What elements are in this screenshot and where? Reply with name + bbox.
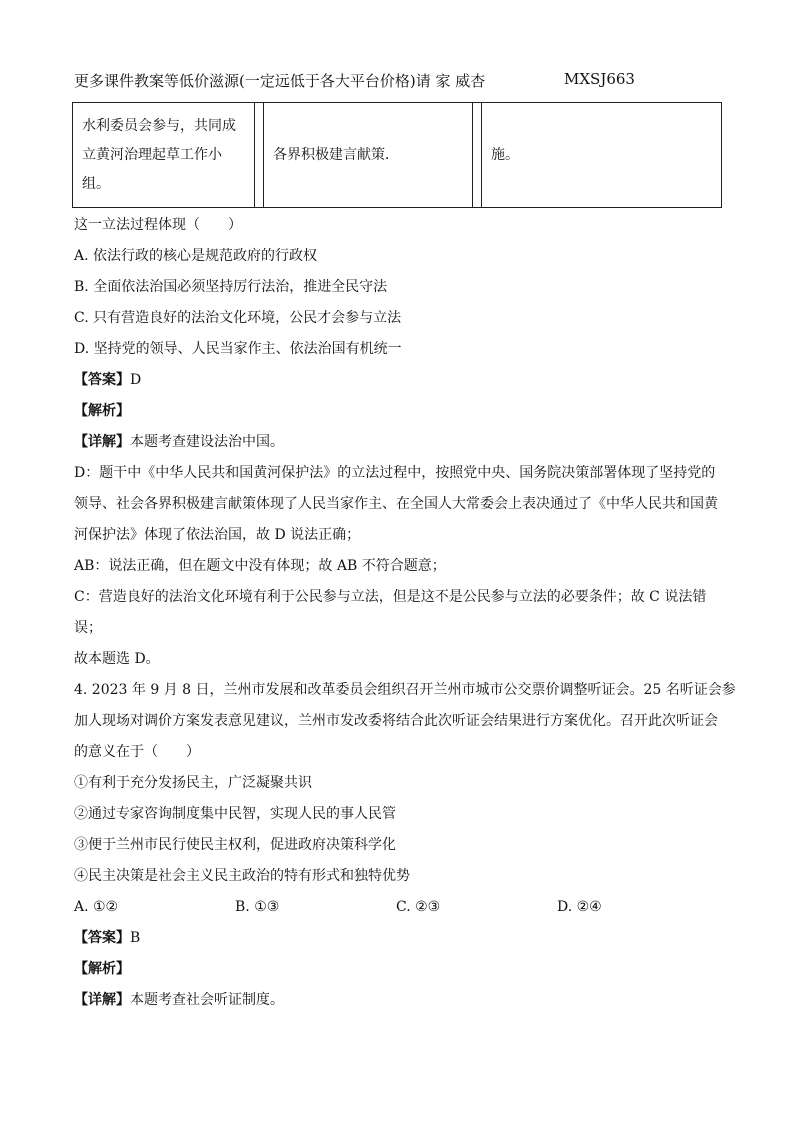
answer-tag: 【答案】: [74, 372, 130, 388]
option-d: D. ②④: [557, 899, 602, 915]
option-c: C. 只有营造良好的法治文化环境，公民才会参与立法: [74, 310, 402, 326]
option-d: D. 坚持党的领导、人民当家作主、依法治国有机统一: [74, 341, 402, 357]
analysis-tag: 【解析】: [74, 403, 130, 419]
analysis-tag: 【解析】: [74, 961, 130, 977]
header-text: 更多课件教案等低价滋源(一定远低于各大平台价格)请 家 威杏: [74, 72, 486, 90]
answer-line: [74, 923, 724, 954]
detail-text: 本题考查社会听证制度。: [130, 992, 284, 1008]
table-row: [72, 102, 722, 208]
answer-value: D: [130, 372, 142, 388]
explain-line: 故本题选 D。: [74, 651, 160, 667]
options-row: [74, 892, 724, 923]
page-header: [74, 70, 734, 91]
answer-value: B: [130, 930, 141, 946]
answer-line: [74, 365, 724, 396]
answer-tag: 【答案】: [74, 930, 130, 946]
question-3: [74, 210, 724, 675]
question-stem: 4. 2023 年 9 月 8 日，兰州市发展和改革委员会组织召开兰州市城市公交票价调整听证会。25 名听证会参: [74, 682, 736, 698]
question-4: [74, 675, 736, 1016]
statement-2: ②通过专家咨询制度集中民智，实现人民的事人民管: [74, 806, 396, 822]
explain-line: D：题干中《中华人民共和国黄河保护法》的立法过程中，按照党中央、国务院决策部署体现了坚持党的: [74, 465, 716, 481]
explain-line: C：营造良好的法治文化环境有利于公民参与立法，但是这不是公民参与立法的必要条件；故 C 说法错: [74, 589, 707, 605]
detail-tag: 【详解】: [74, 434, 130, 450]
table-gap-2: [473, 102, 482, 208]
analysis-line: [74, 954, 724, 985]
statement-3: ③便于兰州市民行使民主权利，促进政府决策科学化: [74, 837, 396, 853]
option-b: B. ①③: [235, 899, 280, 915]
detail-line: [74, 985, 724, 1016]
table-cell-1: 水利委员会参与，共同成 立黄河治理起草工作小 组。: [72, 102, 255, 208]
option-c: C. ②③: [396, 899, 441, 915]
statement-1: ①有利于充分发扬民主，广泛凝聚共识: [74, 775, 312, 791]
table-gap-1: [255, 102, 264, 208]
statement-4: ④民主决策是社会主义民主政治的特有形式和独特优势: [74, 868, 410, 884]
option-a: A. 依法行政的核心是规范政府的行政权: [74, 248, 318, 264]
document-body: [74, 210, 736, 1016]
detail-tag: 【详解】: [74, 992, 130, 1008]
header-code: MXSJ663: [564, 70, 635, 88]
option-b: B. 全面依法治国必须坚持厉行法治，推进全民守法: [74, 279, 388, 295]
explain-line: AB：说法正确，但在题文中没有体现；故 AB 不符合题意；: [74, 558, 446, 574]
explain-line: 误；: [74, 620, 102, 636]
table-cell-2: 各界积极建言献策．: [264, 102, 473, 208]
detail-text: 本题考查建设法治中国。: [130, 434, 284, 450]
question-stem: 加人现场对调价方案发表意见建议，兰州市发改委将结合此次听证会结果进行方案优化。召开此次听证会: [74, 713, 718, 729]
option-a: A. ①②: [74, 899, 119, 915]
analysis-line: [74, 396, 724, 427]
question-stem: 的意义在于（ ）: [74, 744, 200, 760]
explain-line: 领导、社会各界积极建言献策体现了人民当家作主、在全国人大常委会上表决通过了《中华人民共和国黄: [74, 496, 718, 512]
continued-table: [72, 102, 722, 208]
detail-line: [74, 427, 724, 458]
question-stem: 这一立法过程体现（ ）: [74, 217, 242, 233]
table-cell-3: 施。: [482, 102, 722, 208]
explain-line: 河保护法》体现了依法治国，故 D 说法正确；: [74, 527, 361, 543]
